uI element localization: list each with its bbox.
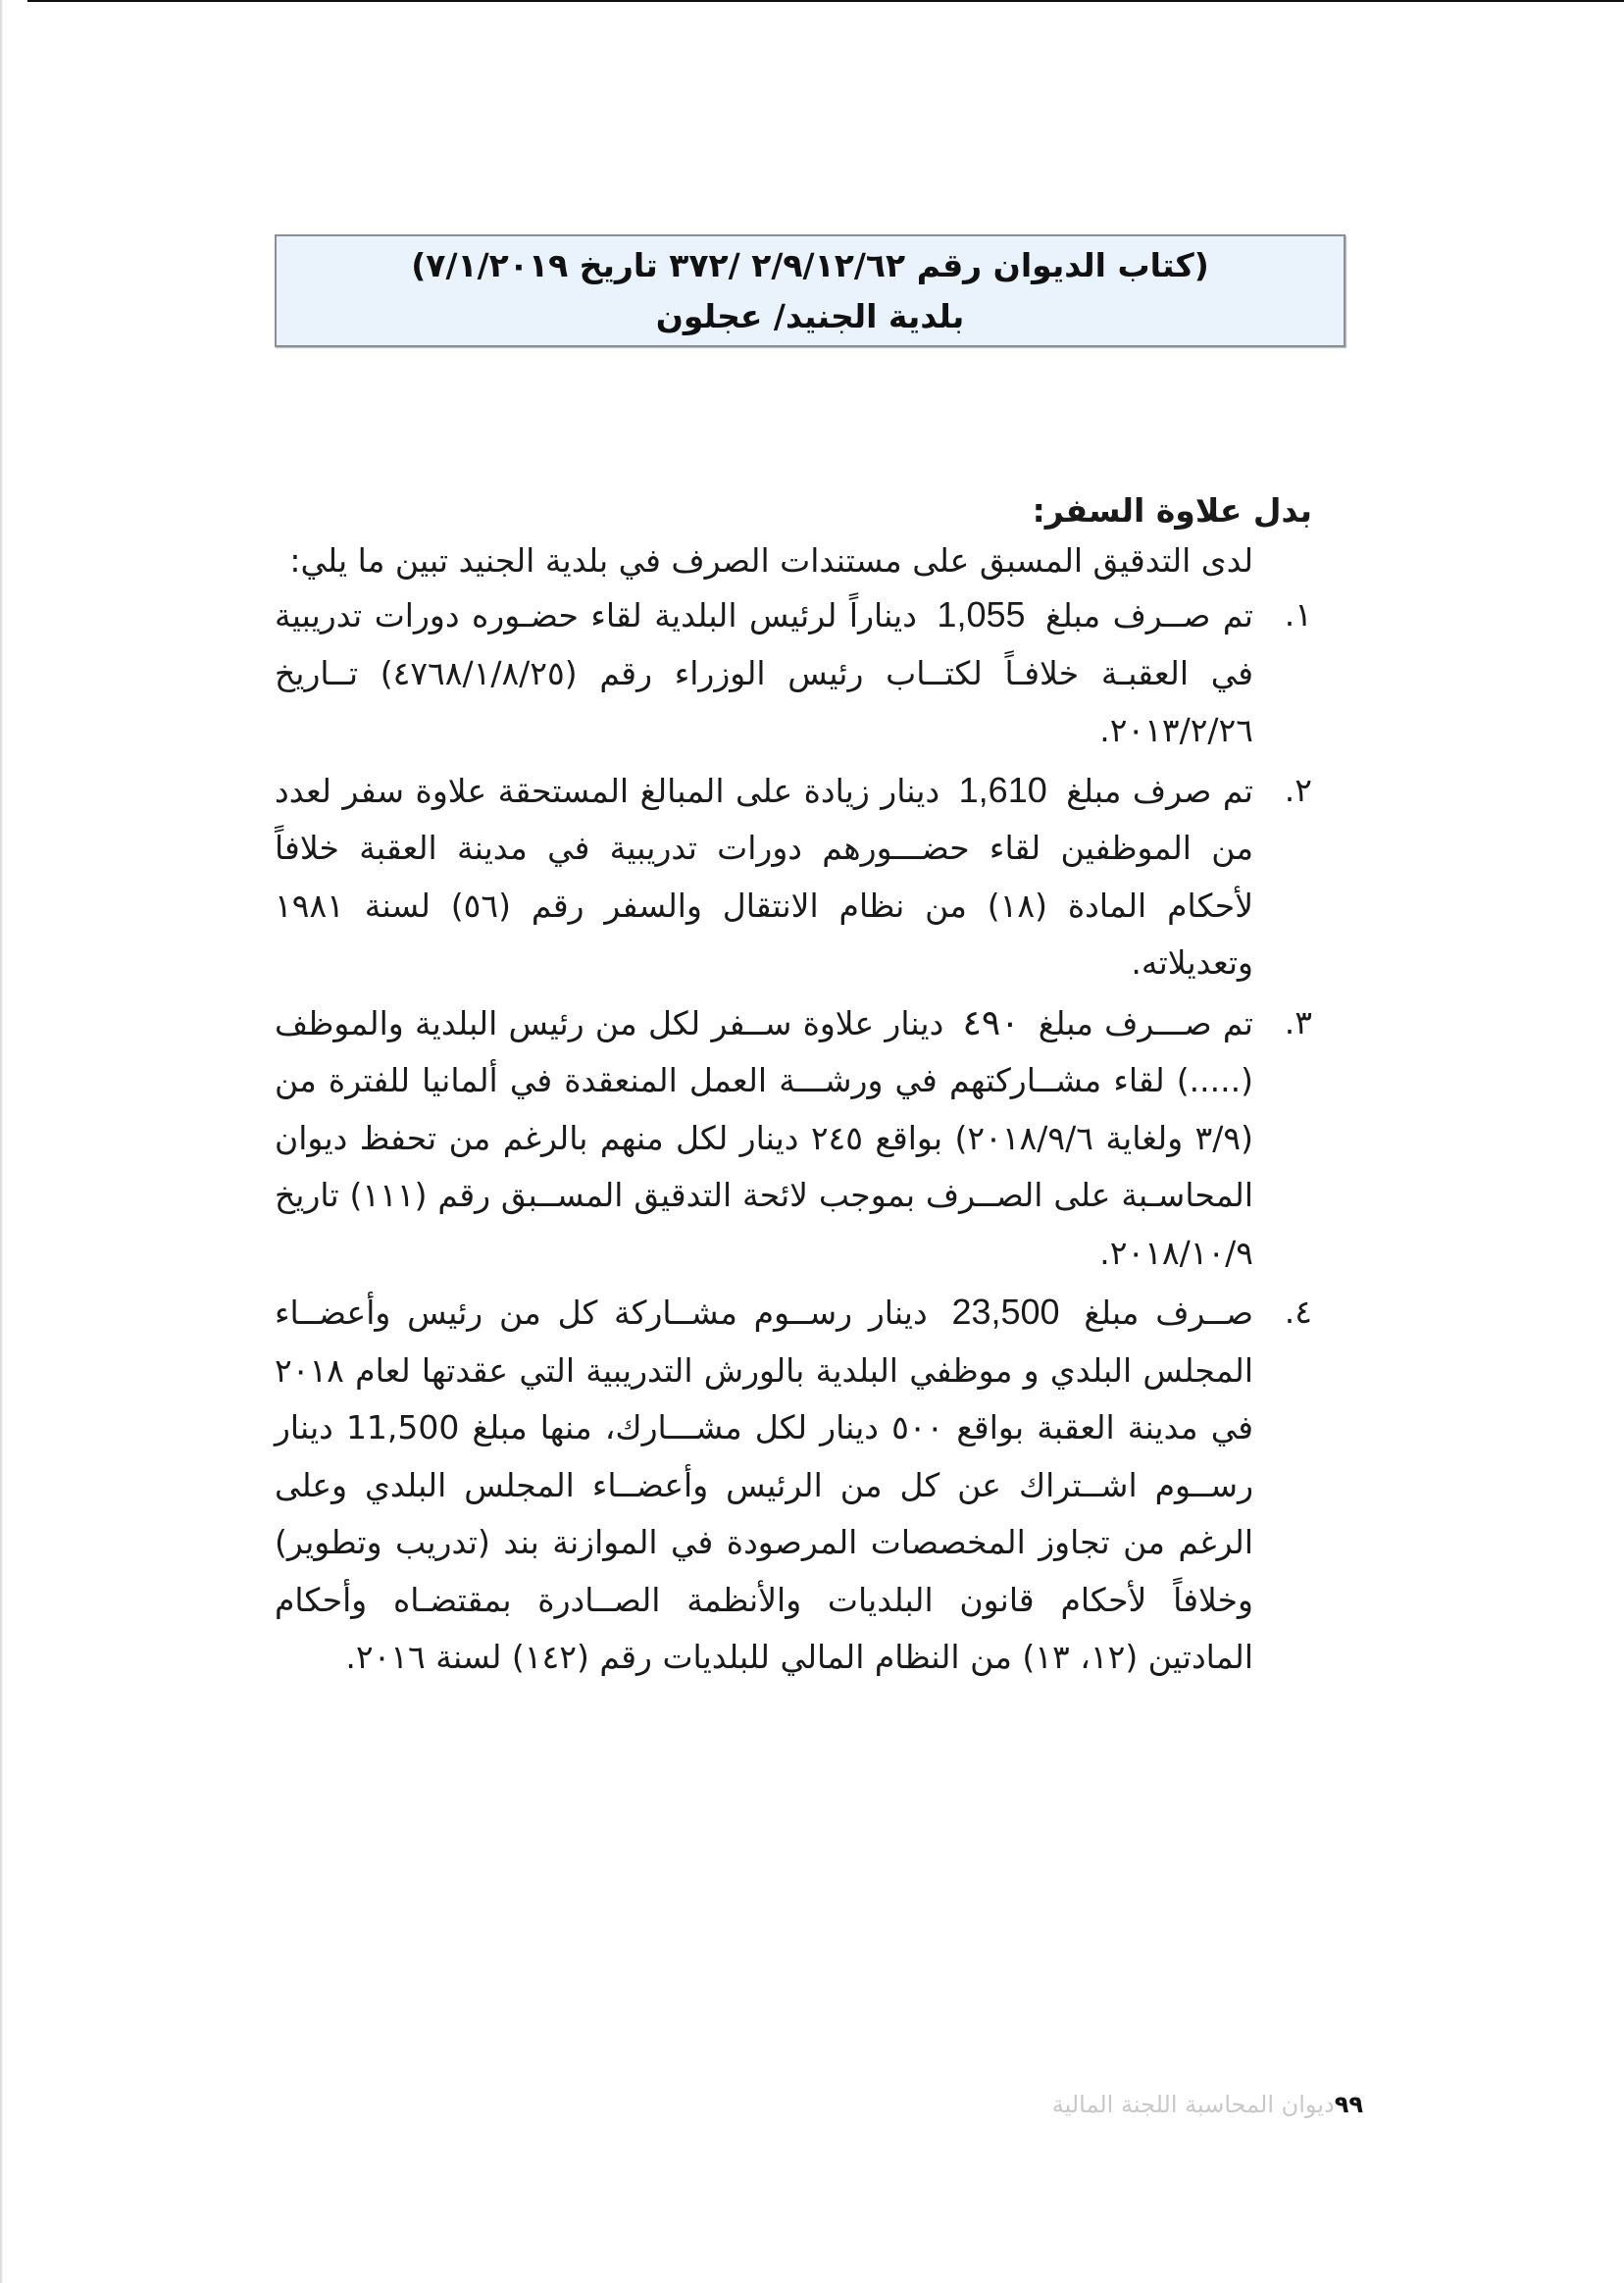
scan-left-edge — [0, 0, 3, 2283]
findings-list — [275, 586, 1312, 1687]
finding-item — [275, 762, 1312, 992]
finding-text-after: دينار زيادة على المبالغ المستحقة علاوة سفر لعدد من الموظفين لقاء حضـــورهم دورات تدريبية في مدينة العقبة خلافاً لأحكام المادة (١٨) من نظام الانتقال والسفر رقم (٥٦) لسنة ١٩٨١ وتعديلاته. — [275, 771, 1254, 982]
finding-amount: ٤٩٠ — [962, 1001, 1020, 1042]
finding-amount: 23,500 — [951, 1292, 1060, 1332]
finding-text-before: صــرف مبلغ — [1084, 1294, 1254, 1332]
title-box — [275, 234, 1345, 347]
finding-text-after: دينار رســوم مشــاركة كل من رئيس وأعضــاء المجلس البلدي و موظفي البلدية بالورش التدريبية التي عقدتها لعام ٢٠١٨ في مدينة العقبة بواقع ٥٠٠ دينار لكل مشـــارك، منها مبلغ 11,500 دينار رســوم اشــتراك عن كل من الرئيس وأعضــاء المجلس البلدي وعلى الرغم من تجاوز المخصصات المرصودة في الموازنة بند (تدريب وتطوير) وخلافاً لأحكام قانون البلديات والأنظمة الصــادرة بمقتضـاه وأحكام المادتين (١٢، ١٣) من النظام المالي للبلديات رقم (١٤٢) لسنة ٢٠١٦. — [275, 1294, 1253, 1676]
finding-text-after: ديناراً لرئيس البلدية لقاء حضـوره دورات تدريبية في العقبـة خلافـاً لكتــاب رئيس الوزراء رقم (٤٧٦٨/١/٨/٢٥) تــاريخ ٢٠١٣/٢/٢٦. — [275, 596, 1253, 749]
finding-item — [275, 1284, 1312, 1687]
finding-number: ٤. — [1284, 1293, 1312, 1331]
page-footer — [824, 2091, 1363, 2118]
finding-number: ٢. — [1284, 770, 1312, 809]
finding-amount: 1,055 — [937, 594, 1026, 634]
finding-number: ١. — [1284, 595, 1312, 634]
finding-number: ٣. — [1284, 1002, 1312, 1041]
section-heading: بدل علاوة السفر: — [1032, 491, 1312, 530]
scan-top-edge — [27, 0, 1624, 2]
footer-running-title: ديوان المحاسبة اللجنة المالية — [1051, 2091, 1335, 2118]
finding-text-before: تم صــرف مبلغ — [1045, 596, 1253, 634]
finding-item — [275, 994, 1312, 1283]
title-municipality-line: بلدية الجنيد/ عجلون — [655, 297, 965, 335]
page-number: ٩٩ — [1334, 2091, 1363, 2118]
finding-text-after: دينار علاوة ســفر لكل من رئيس البلدية والموظف (.....) لقاء مشــاركتهم في ورشـــة العمل المنعقدة في ألمانيا للفترة من (٣/٩ ولغاية ٢٠١٨/٩/٦) بواقع ٢٤٥ دينار لكل منهم بالرغم من تحفظ ديوان المحاسـبة على الصــرف بموجب لائحة التدقيق المســبق رقم (١١١) تاريخ ٢٠١٨/١٠/٩. — [275, 1003, 1253, 1272]
finding-amount: 1,610 — [958, 769, 1047, 810]
section-intro: لدى التدقيق المسبق على مستندات الصرف في بلدية الجنيد تبين ما يلي: — [289, 541, 1253, 580]
finding-text-before: تم صرف مبلغ — [1066, 771, 1253, 810]
title-reference-line: (كتاب الديوان رقم ٢/٩/١٢/٦٢ /٣٧٢ تاريخ ٧/١/٢٠١٩) — [411, 246, 1209, 284]
finding-item — [275, 586, 1312, 760]
document-body — [275, 486, 1312, 1689]
finding-text-before: تم صـــرف مبلغ — [1038, 1003, 1253, 1042]
